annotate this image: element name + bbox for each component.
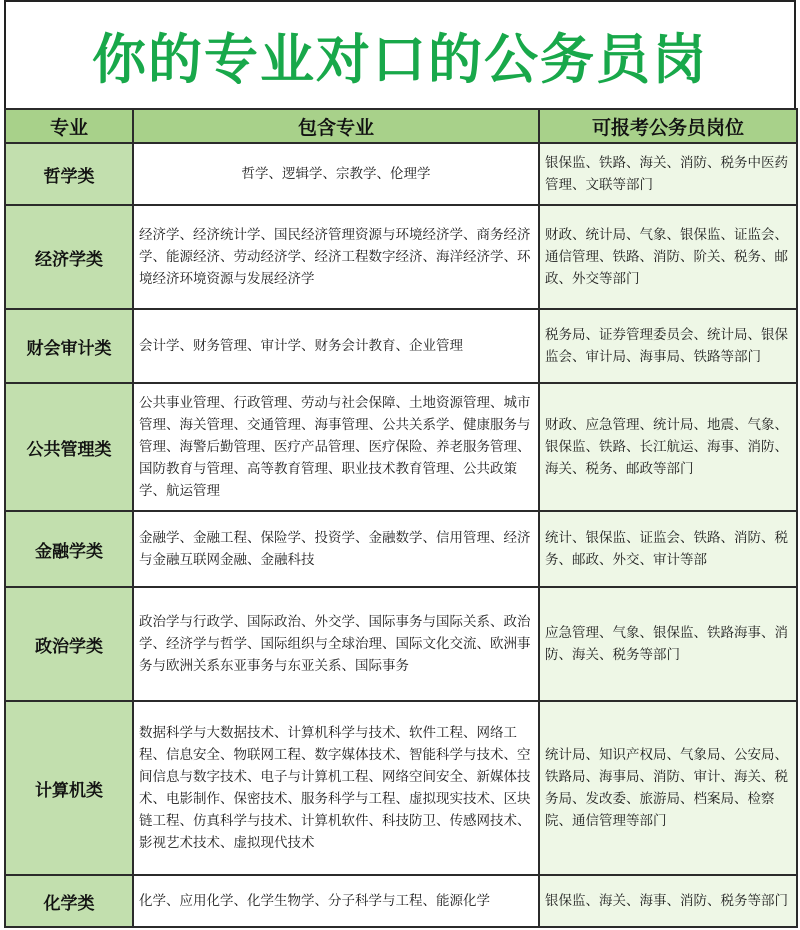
majors-cell: 公共事业管理、行政管理、劳动与社会保障、土地资源管理、城市管理、海关管理、交通管理、海事管理、公共关系学、健康服务与管理、海警后勤管理、医疗产品管理、医疗保险、养老服务管理、国防教育与管理、高等教育管理、职业技术教育管理、公共政策学、航运管理 bbox=[133, 383, 539, 511]
major-position-table bbox=[4, 108, 798, 928]
majors-cell: 化学、应用化学、化学生物学、分子科学与工程、能源化学 bbox=[133, 875, 539, 927]
table-row bbox=[5, 511, 797, 587]
table-row bbox=[5, 875, 797, 927]
title-banner bbox=[4, 0, 796, 108]
majors-cell: 金融学、金融工程、保险学、投资学、金融数学、信用管理、经济与金融互联网金融、金融科技 bbox=[133, 511, 539, 587]
table-row bbox=[5, 383, 797, 511]
majors-cell: 经济学、经济统计学、国民经济管理资源与环境经济学、商务经济学、能源经济、劳动经济学、经济工程数字经济、海洋经济学、环境经济环境资源与发展经济学 bbox=[133, 205, 539, 309]
header-category: 专业 bbox=[5, 109, 133, 143]
positions-cell: 统计局、知识产权局、气象局、公安局、铁路局、海事局、消防、审计、海关、税务局、发改委、旅游局、档案局、检察院、通信管理等部门 bbox=[539, 701, 797, 875]
category-cell: 经济学类 bbox=[5, 205, 133, 309]
category-cell: 政治学类 bbox=[5, 587, 133, 701]
category-cell: 哲学类 bbox=[5, 143, 133, 205]
category-cell: 化学类 bbox=[5, 875, 133, 927]
table-row bbox=[5, 587, 797, 701]
table-row bbox=[5, 143, 797, 205]
header-majors: 包含专业 bbox=[133, 109, 539, 143]
table-row bbox=[5, 701, 797, 875]
positions-cell: 税务局、证券管理委员会、统计局、银保监会、审计局、海事局、铁路等部门 bbox=[539, 309, 797, 383]
table-row bbox=[5, 309, 797, 383]
category-cell: 计算机类 bbox=[5, 701, 133, 875]
positions-cell: 应急管理、气象、银保监、铁路海事、消防、海关、税务等部门 bbox=[539, 587, 797, 701]
table-row bbox=[5, 205, 797, 309]
positions-cell: 财政、应急管理、统计局、地震、气象、银保监、铁路、长江航运、海事、消防、海关、税务、邮政等部门 bbox=[539, 383, 797, 511]
table-header-row bbox=[5, 109, 797, 143]
positions-cell: 银保监、海关、海事、消防、税务等部门 bbox=[539, 875, 797, 927]
positions-cell: 财政、统计局、气象、银保监、证监会、通信管理、铁路、消防、阶关、税务、邮政、外交等部门 bbox=[539, 205, 797, 309]
page-title: 你的专业对口的公务员岗 bbox=[92, 27, 708, 91]
majors-cell: 政治学与行政学、国际政治、外交学、国际事务与国际关系、政治学、经济学与哲学、国际组织与全球治理、国际文化交流、欧洲事务与欧洲关系东亚事务与东亚关系、国际事务 bbox=[133, 587, 539, 701]
majors-cell: 哲学、逻辑学、宗教学、伦理学 bbox=[133, 143, 539, 205]
majors-cell: 会计学、财务管理、审计学、财务会计教育、企业管理 bbox=[133, 309, 539, 383]
header-positions: 可报考公务员岗位 bbox=[539, 109, 797, 143]
category-cell: 财会审计类 bbox=[5, 309, 133, 383]
category-cell: 公共管理类 bbox=[5, 383, 133, 511]
majors-cell: 数据科学与大数据技术、计算机科学与技术、软件工程、网络工程、信息安全、物联网工程、数字媒体技术、智能科学与技术、空间信息与数字技术、电子与计算机工程、网络空间安全、新媒体技术、电影制作、保密技术、服务科学与工程、虚拟现实技术、区块链工程、仿真科学与技术、计算机软件、科技防卫、传感网技术、影视艺术技术、虚拟现代技术 bbox=[133, 701, 539, 875]
positions-cell: 银保监、铁路、海关、消防、税务中医药管理、文联等部门 bbox=[539, 143, 797, 205]
positions-cell: 统计、银保监、证监会、铁路、消防、税务、邮政、外交、审计等部 bbox=[539, 511, 797, 587]
category-cell: 金融学类 bbox=[5, 511, 133, 587]
